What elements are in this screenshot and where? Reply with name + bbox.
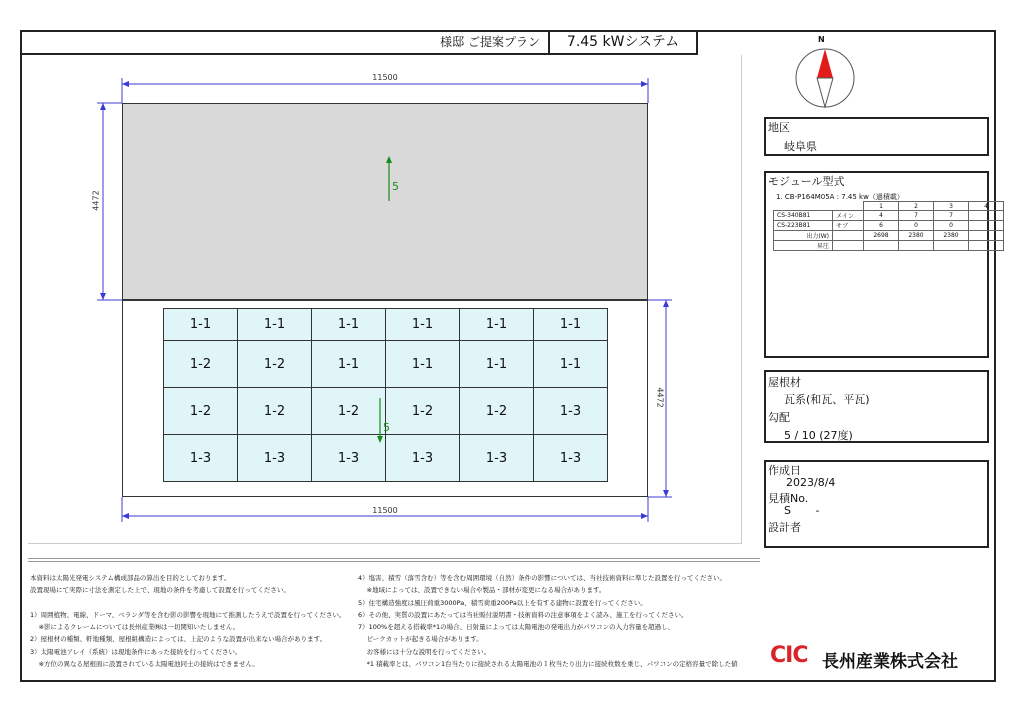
module-cell [934, 241, 969, 251]
solar-panel: 1-2 [163, 387, 238, 435]
module-col-header: 3 [934, 202, 969, 211]
module-cell [864, 241, 899, 251]
module-row-name: CS-340B81 [774, 211, 833, 221]
solar-panel: 1-2 [385, 387, 460, 435]
note-line: 2）屋根材の種類、軒地種類、屋根組構造によっては、上記のような設置が出来ない場合があります。 [30, 635, 327, 644]
note-line: ※影によるクレームについては長州産業㈱は一切関知いたしません。 [30, 623, 240, 632]
note-line: 設置現場にて実際に寸法を測定した上で、現地の条件を考慮して設置を行ってください。 [30, 586, 290, 595]
date-label: 作成日 [768, 464, 801, 477]
note-line: ※方位の異なる屋根面に設置されている太陽電池同士の接続はできません。 [30, 660, 259, 669]
slope-top-label: 5 [392, 180, 399, 193]
note-line: 7）100%を超える搭載率*1の場合、日射量によっては太陽電池の発電出力がパワコンの入力容量を超過し、 [358, 623, 675, 632]
roof-slope-label: 勾配 [768, 411, 790, 424]
module-cell [969, 231, 1004, 241]
solar-panel: 1-1 [385, 340, 460, 388]
module-row-type: サブ [833, 221, 864, 231]
solar-panel: 1-3 [533, 387, 608, 435]
solar-panel: 1-3 [311, 434, 386, 482]
solar-panel: 1-1 [311, 340, 386, 388]
module-row-name: 出力(W) [774, 231, 833, 241]
module-label: モジュール型式 [768, 175, 845, 188]
note-line [30, 597, 346, 609]
solar-panel: 1-1 [237, 308, 312, 341]
module-cell: 2698 [864, 231, 899, 241]
solar-panel: 1-2 [311, 387, 386, 435]
module-cell: 2380 [934, 231, 969, 241]
module-row [774, 231, 1004, 241]
module-col-header: 2 [899, 202, 934, 211]
company-name: 長州産業株式会社 [822, 652, 958, 672]
solar-panel: 1-3 [163, 434, 238, 482]
compass-north-label: N [818, 35, 825, 44]
note-line: お客様には十分な説明を行ってください。 [358, 647, 491, 656]
module-row-type [833, 231, 864, 241]
solar-panel: 1-2 [237, 387, 312, 435]
note-line: *1 積載率とは、パワコン1台当たりに接続される太陽電池の１枚当たり出力に接続枚数を乗じ、パワコンの定格容量で除した値 [358, 660, 738, 669]
module-row [774, 241, 1004, 251]
notes-divider-2 [28, 561, 760, 562]
module-subtitle: 1. CB-P164M05A : 7.45 kw（過積載） [776, 193, 904, 201]
module-cell: 0 [934, 221, 969, 231]
customer-plan-title: 様邸 ご提案プラン [440, 35, 540, 49]
module-table [773, 201, 1004, 251]
module-row-type: メイン [833, 211, 864, 221]
north-compass-icon [790, 34, 860, 112]
solar-panel: 1-3 [533, 434, 608, 482]
solar-panel: 1-3 [459, 434, 534, 482]
note-line: 1）周囲植物、電線、ドーマ、ベランダ等を含む影の影響を現地にて推測したうえで設置を行ってください。 [30, 610, 346, 619]
notes-right [358, 572, 738, 670]
date-value: 2023/8/4 [786, 476, 836, 489]
note-line: 本資料は太陽光発電システム構成部品の算出を目的としております。 [30, 574, 231, 582]
solar-panel: 1-1 [311, 308, 386, 341]
quote-value: S - [784, 504, 820, 517]
solar-panel: 1-3 [237, 434, 312, 482]
system-size: 7.45 kWシステム [548, 31, 698, 53]
height-right-label: 4472 [655, 387, 665, 408]
solar-panel: 1-2 [163, 340, 238, 388]
module-cell: 0 [899, 221, 934, 231]
module-row [774, 211, 1004, 221]
module-cell [899, 241, 934, 251]
area-value: 岐阜県 [784, 140, 817, 153]
solar-panel: 1-2 [459, 387, 534, 435]
solar-panel: 1-2 [237, 340, 312, 388]
note-line: 4）塩害、積雪（落雪含む）等を含む周囲環境（自然）条件の影響については、当社技術資料に準じた設置を行ってください。 [358, 574, 727, 582]
roof-material-label: 屋根材 [768, 376, 801, 389]
module-row-name: 昇圧 [774, 241, 833, 251]
module-cell [969, 221, 1004, 231]
note-line: 3）太陽電池アレイ（系統）は現地条件にあった接続を行ってください。 [30, 647, 242, 656]
height-left-label: 4472 [91, 190, 101, 211]
module-row [774, 221, 1004, 231]
solar-panel: 1-1 [533, 340, 608, 388]
notes-left [30, 572, 346, 670]
designer-label: 設計者 [768, 521, 801, 534]
panel-grid [163, 308, 607, 482]
note-line: 6）その他、実質の設置にあたっては当社販付説明書・技術資料の注意事項をよく読み、施工を行ってください。 [358, 610, 688, 619]
quote-label: 見積No. [768, 492, 809, 505]
width-bottom-label: 11500 [372, 506, 398, 515]
module-cell: 6 [864, 221, 899, 231]
slope-bottom-label: 5 [383, 421, 390, 434]
note-line: ピークカットが起きる場合があります。 [358, 635, 483, 644]
notes-divider [28, 558, 760, 559]
module-cell: 2380 [899, 231, 934, 241]
solar-panel: 1-3 [385, 434, 460, 482]
solar-panel: 1-1 [459, 308, 534, 341]
module-col-header: 1 [864, 202, 899, 211]
solar-panel: 1-1 [163, 308, 238, 341]
note-line: 5）住宅構造強度は風圧荷重3000Pa、積雪荷重200Pa以上を有する建物に設置を行ってください。 [358, 598, 647, 607]
area-label: 地区 [768, 121, 790, 134]
module-cell [969, 241, 1004, 251]
width-top-label: 11500 [372, 73, 398, 82]
module-cell: 7 [934, 211, 969, 221]
module-cell [969, 211, 1004, 221]
company-mark: CIC [770, 643, 808, 668]
module-cell: 7 [899, 211, 934, 221]
module-col-header: 4 [969, 202, 1004, 211]
module-cell: 4 [864, 211, 899, 221]
module-row-name: CS-223B81 [774, 221, 833, 231]
roof-slope-value: 5 / 10 (27度) [784, 429, 853, 442]
module-row-type [833, 241, 864, 251]
solar-panel: 1-1 [533, 308, 608, 341]
solar-panel: 1-1 [385, 308, 460, 341]
roof-material-value: 瓦系(和瓦、平瓦) [784, 393, 870, 406]
solar-panel: 1-1 [459, 340, 534, 388]
note-line: ※地域によっては、設置できない場合や製品・部材が変更になる場合があります。 [358, 586, 606, 595]
